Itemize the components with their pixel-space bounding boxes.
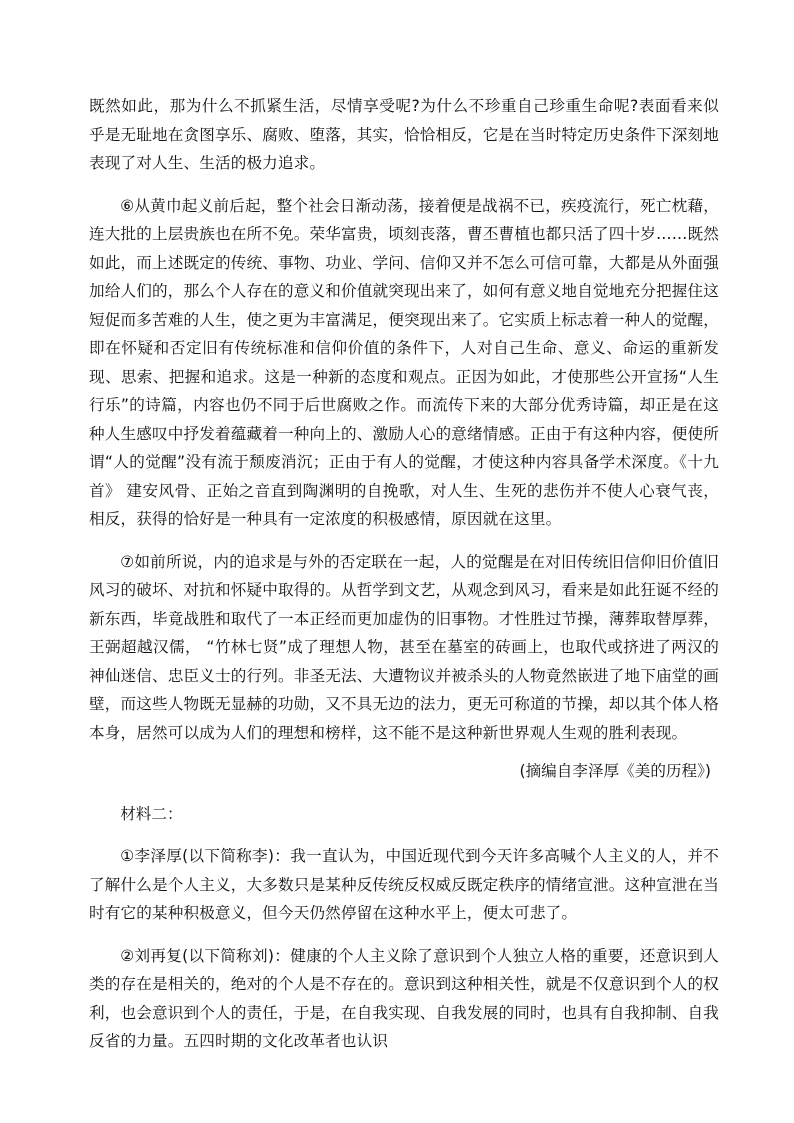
material-two-paragraph-1: ①李泽厚(以下简称李)：我一直认为，中国近现代到今天许多高喊个人主义的人，并不了解什么是个人主义，大多数只是某种反传统反权威反既定秩序的情绪宣泄。这种宣泄在当时有它的某种积极意义，但今天仍然停留在这种水平上，便太可悲了。 [89,847,719,922]
material-two-heading: 材料二： [120,804,183,823]
paragraph-7: ⑦如前所说，内的追求是与外的否定联在一起，人的觉醒是在对旧传统旧信仰旧价值旧风习的破坏、对抗和怀疑中取得的。从哲学到文艺，从观念到风习，看来是如此狂诞不经的新东西，毕竟战胜和取代了一本正经而更加虚伪的旧事物。才性胜过节操，薄葬取替厚葬，王弼超越汉儒， “竹林七贤”成了理想人物，甚至在墓室的砖画上，也取代或挤进了两汉的神仙迷信、忠臣义士的行列。非圣无法、大遭物议并被杀头的人物竟然嵌进了地下庙堂的画壁，而这些人物既无显赫的功勋，又不具无边的法力，更无可称道的节操，却以其个体人格本身，居然可以成为人们的理想和榜样，这不能不是这种新世界观人生观的胜利表现。 [89,552,719,742]
paragraph-continuation: 既然如此，那为什么不抓紧生活，尽情享受呢?为什么不珍重自己珍重生命呢?表面看来似乎是无耻地在贪图享乐、腐败、堕落，其实，恰恰相反，它是在当时特定历史条件下深刻地表现了对人生、生活的极力追求。 [89,97,719,172]
document-page [89,92,719,1056]
material-two-paragraph-2: ②刘再复(以下简称刘)：健康的个人主义除了意识到个人独立人格的重要，还意识到人类的存在是相关的，绝对的个人是不存在的。意识到这种相关性，就是不仅意识到个人的权利，也会意识到个人的责任，于是，在自我实现、自我发展的同时，也具有自我抑制、自我反省的力量。五四时期的文化改革者也认识 [89,946,719,1050]
paragraph-6: ⑥从黄巾起义前后起，整个社会日渐动荡，接着便是战祸不已，疾疫流行，死亡枕藉，连大批的上层贵族也在所不免。荣华富贵，顷刻丧落，曹丕曹植也都只活了四十岁……既然如此，而上述既定的传统、事物、功业、学问、信仰又并不怎么可信可靠，大都是从外面强加给人们的，那么个人存在的意义和价值就突现出来了，如何有意义地自觉地充分把握住这短促而多苦难的人生，使之更为丰富满足，便突现出来了。它实质上标志着一种人的觉醒，即在怀疑和否定旧有传统标准和信仰价值的条件下，人对自己生命、意义、命运的重新发现、思索、把握和追求。这是一种新的态度和观点。正因为如此，才使那些公开宣扬“人生行乐”的诗篇，内容也仍不同于后世腐败之作。而流传下来的大部分优秀诗篇，却正是在这种人生感叹中抒发着蕴藏着一种向上的、激励人心的意绪情感。正由于有这种内容，便使所谓“人的觉醒”没有流于颓废消沉；正由于有人的觉醒，才使这种内容具备学术深度。《十九首》 建安风骨、正始之音直到陶渊明的自挽歌，对人生、生死的悲伤并不使人心衰气丧，相反，获得的恰好是一种具有一定浓度的积极感情，原因就在这里。 [89,196,719,528]
source-citation: (摘编自李泽厚《美的历程》) [519,762,711,780]
